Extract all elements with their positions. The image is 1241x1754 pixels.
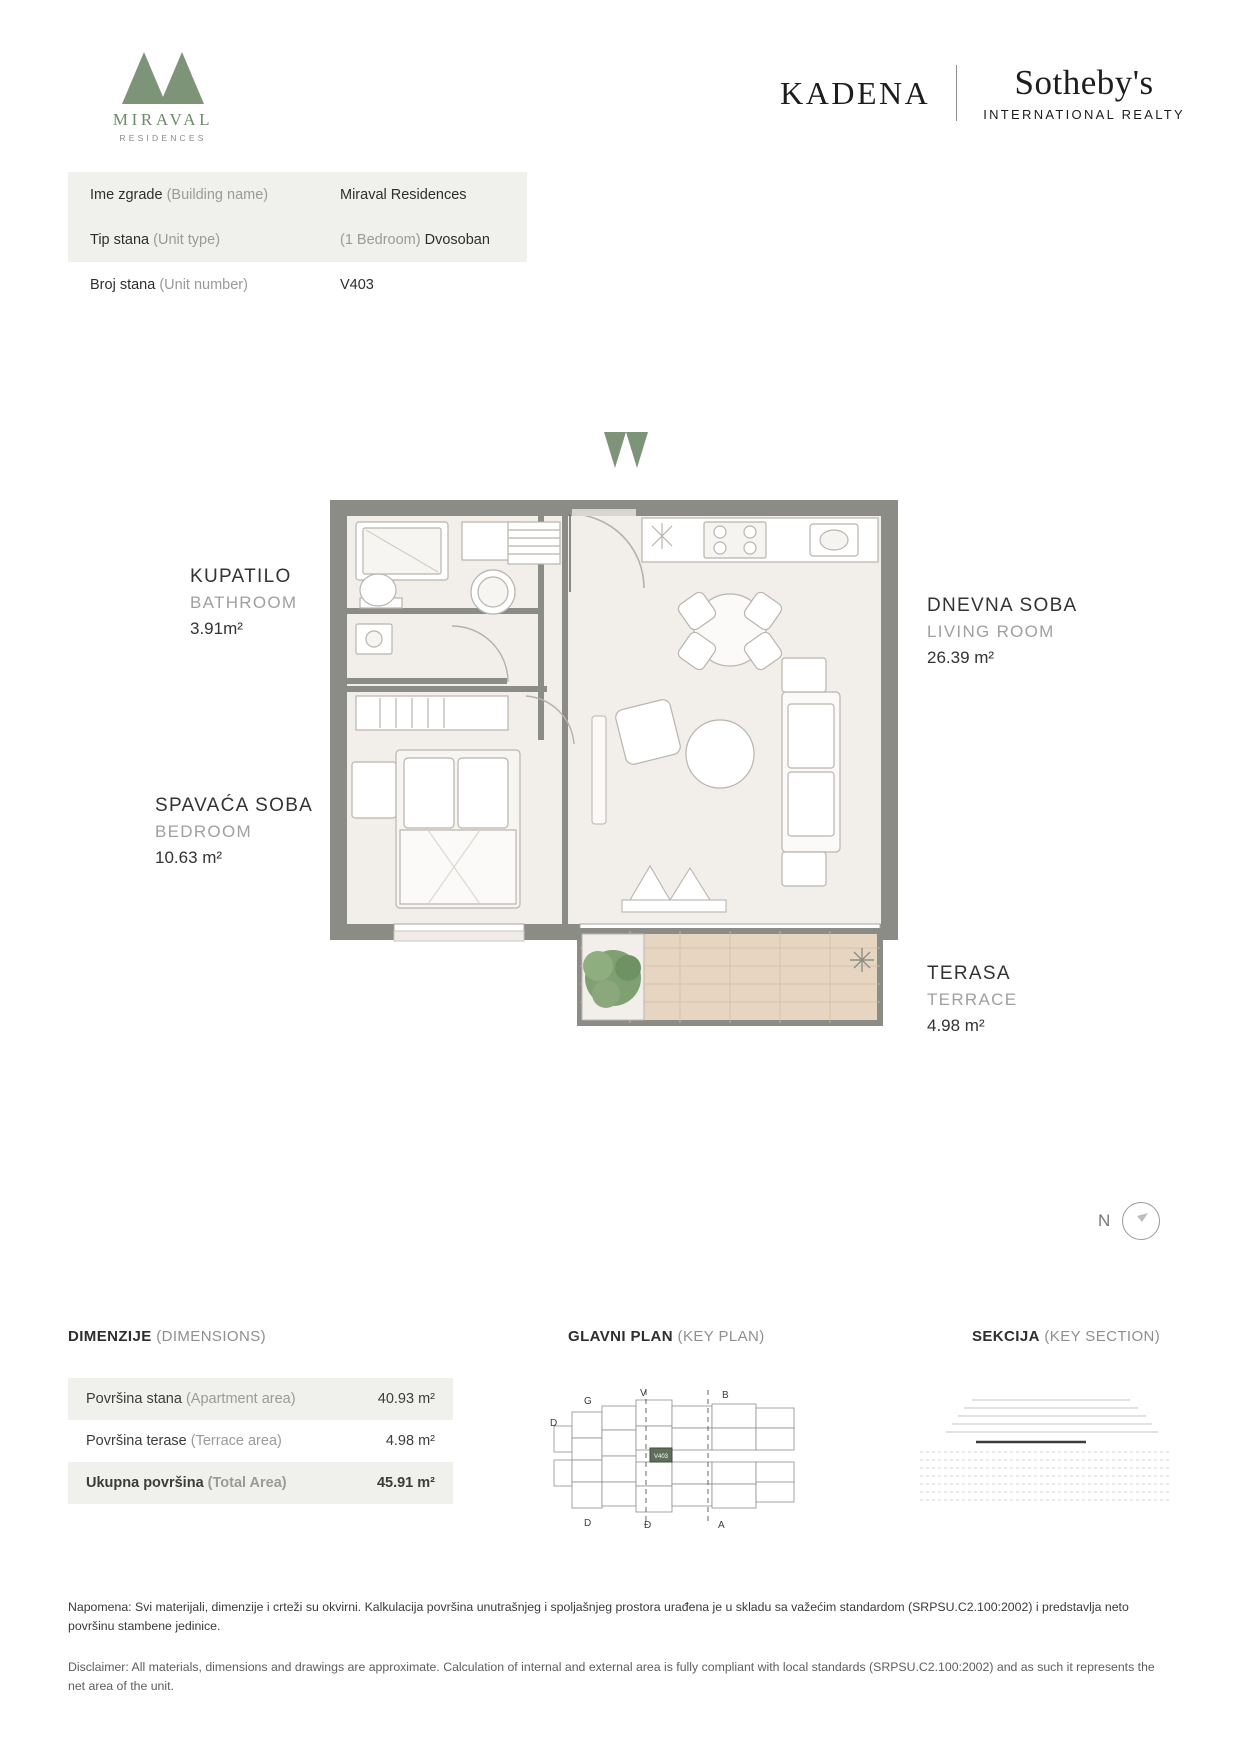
- dim-label-en: (Terrace area): [190, 1433, 282, 1449]
- info-value-text: V403: [340, 276, 374, 293]
- dim-label-apartment-area: [86, 1391, 296, 1407]
- kadena-wordmark: KADENA: [780, 74, 931, 111]
- room-label-bathroom: [190, 563, 370, 642]
- info-label-sr: Tip stana: [90, 231, 150, 248]
- compass-north-label: N: [1098, 1211, 1111, 1230]
- dim-value-terrace-area: 4.98 m²: [385, 1433, 435, 1449]
- info-value-unit-type: [340, 232, 490, 248]
- room-name-sr: DNEVNA SOBA: [927, 595, 1078, 616]
- miraval-logo-sub: RESIDENCES: [119, 133, 207, 143]
- room-name-en: LIVING ROOM: [927, 621, 1055, 641]
- dim-value-apartment-area: 40.93 m²: [377, 1391, 435, 1407]
- info-value-unit-number: [340, 277, 374, 293]
- keyplan-section-title: [568, 1328, 765, 1345]
- dim-label-sr: Površina terase: [86, 1433, 187, 1449]
- info-value-building-name: [340, 187, 467, 203]
- dim-label-total-area: [86, 1475, 287, 1491]
- room-name-en: BEDROOM: [155, 821, 252, 841]
- room-name-sr: SPAVAĆA SOBA: [155, 795, 314, 816]
- dim-label-en: (Total Area): [207, 1475, 287, 1491]
- dimensions-row-apartment-area: [68, 1378, 453, 1420]
- room-name-en: TERRACE: [927, 989, 1018, 1009]
- dimensions-title-sr: DIMENZIJE: [68, 1328, 152, 1345]
- floor-plan-drawing: [330, 500, 898, 1060]
- dimensions-section-title: [68, 1328, 266, 1345]
- keyplan-title-sr: GLAVNI PLAN: [568, 1328, 673, 1345]
- keysection-title-sr: SEKCIJA: [972, 1328, 1040, 1345]
- compass-dial-icon: [1122, 1202, 1160, 1240]
- kadena-sothebys-logo: [780, 58, 1185, 128]
- info-label-building-name: [90, 187, 340, 203]
- info-label-unit-type: [90, 232, 340, 248]
- dimensions-row-total-area: [68, 1462, 453, 1504]
- compass: [1098, 1196, 1178, 1246]
- miraval-mark-icon: [122, 52, 204, 104]
- room-name-sr: KUPATILO: [190, 566, 292, 587]
- info-label-en: (Unit type): [153, 231, 221, 248]
- sothebys-wordmark: Sotheby's: [1014, 62, 1154, 102]
- info-label-unit-number: [90, 277, 340, 293]
- unit-info-table: [68, 172, 527, 307]
- miraval-logo: [68, 52, 258, 143]
- plan-orientation-chevron-icon: [604, 432, 648, 470]
- keysection-title-en: (KEY SECTION): [1044, 1328, 1161, 1345]
- svg-text:V403: V403: [653, 1454, 669, 1460]
- dimensions-row-terrace-area: [68, 1420, 453, 1462]
- room-label-terrace: [927, 960, 1147, 1039]
- room-name-en: BATHROOM: [190, 592, 298, 612]
- info-row-building-name: [68, 172, 527, 217]
- info-label-en: (Unit number): [159, 276, 248, 293]
- dim-label-en: (Apartment area): [185, 1391, 296, 1407]
- disclaimer-block: [68, 1598, 1168, 1696]
- dimensions-table: [68, 1378, 453, 1504]
- info-value-text: Dvosoban: [424, 231, 490, 248]
- svg-text:B: B: [722, 1390, 729, 1401]
- svg-text:D: D: [584, 1518, 592, 1529]
- disclaimer-en: Disclaimer: All materials, dimensions and drawings are approximate. Calculation of internal and external area is fully compliant with local standards (SRPSU.C2.100:2002) and as such it represents the net area of the unit.: [68, 1660, 1155, 1694]
- room-name-sr: TERASA: [927, 963, 1011, 984]
- room-area: 26.39 m²: [927, 648, 995, 668]
- svg-text:Đ: Đ: [644, 1520, 652, 1531]
- dimensions-title-en: (DIMENSIONS): [156, 1328, 267, 1345]
- keysection-section-title: [972, 1328, 1160, 1345]
- info-label-sr: Broj stana: [90, 276, 156, 293]
- page-header: [0, 36, 1241, 156]
- info-label-en: (Building name): [166, 186, 269, 203]
- dim-label-sr: Ukupna površina: [86, 1475, 204, 1491]
- keysection-diagram: [880, 1390, 1180, 1520]
- info-row-unit-number: [68, 262, 527, 307]
- keyplan-title-en: (KEY PLAN): [677, 1328, 765, 1345]
- room-area: 3.91m²: [190, 619, 243, 639]
- room-area: 4.98 m²: [927, 1016, 985, 1036]
- sothebys-subtitle: INTERNATIONAL REALTY: [983, 106, 1185, 122]
- svg-text:G: G: [584, 1396, 592, 1407]
- svg-text:D: D: [550, 1418, 558, 1429]
- info-label-sr: Ime zgrade: [90, 186, 163, 203]
- info-row-unit-type: [68, 217, 527, 262]
- dim-value-total-area: 45.91 m²: [376, 1475, 435, 1491]
- dim-label-terrace-area: [86, 1433, 282, 1449]
- miraval-logo-name: MIRAVAL: [112, 110, 214, 129]
- info-value-en: (1 Bedroom): [340, 231, 421, 248]
- keyplan-diagram: [540, 1382, 840, 1532]
- dim-label-sr: Površina stana: [86, 1391, 182, 1407]
- room-area: 10.63 m²: [155, 848, 223, 868]
- svg-text:V: V: [640, 1388, 647, 1399]
- info-value-text: Miraval Residences: [340, 186, 467, 203]
- room-label-bedroom: [155, 792, 355, 871]
- room-label-living-room: [927, 592, 1147, 671]
- disclaimer-sr: Napomena: Svi materijali, dimenzije i crteži su okvirni. Kalkulacija površina unutrašnjeg i spoljašnjeg prostora urađena je u skladu sa važećim standardom (SRPSU.C2.100:2002) i predstavlja neto površinu stambene jedinice.: [68, 1600, 1129, 1634]
- svg-text:A: A: [718, 1520, 725, 1531]
